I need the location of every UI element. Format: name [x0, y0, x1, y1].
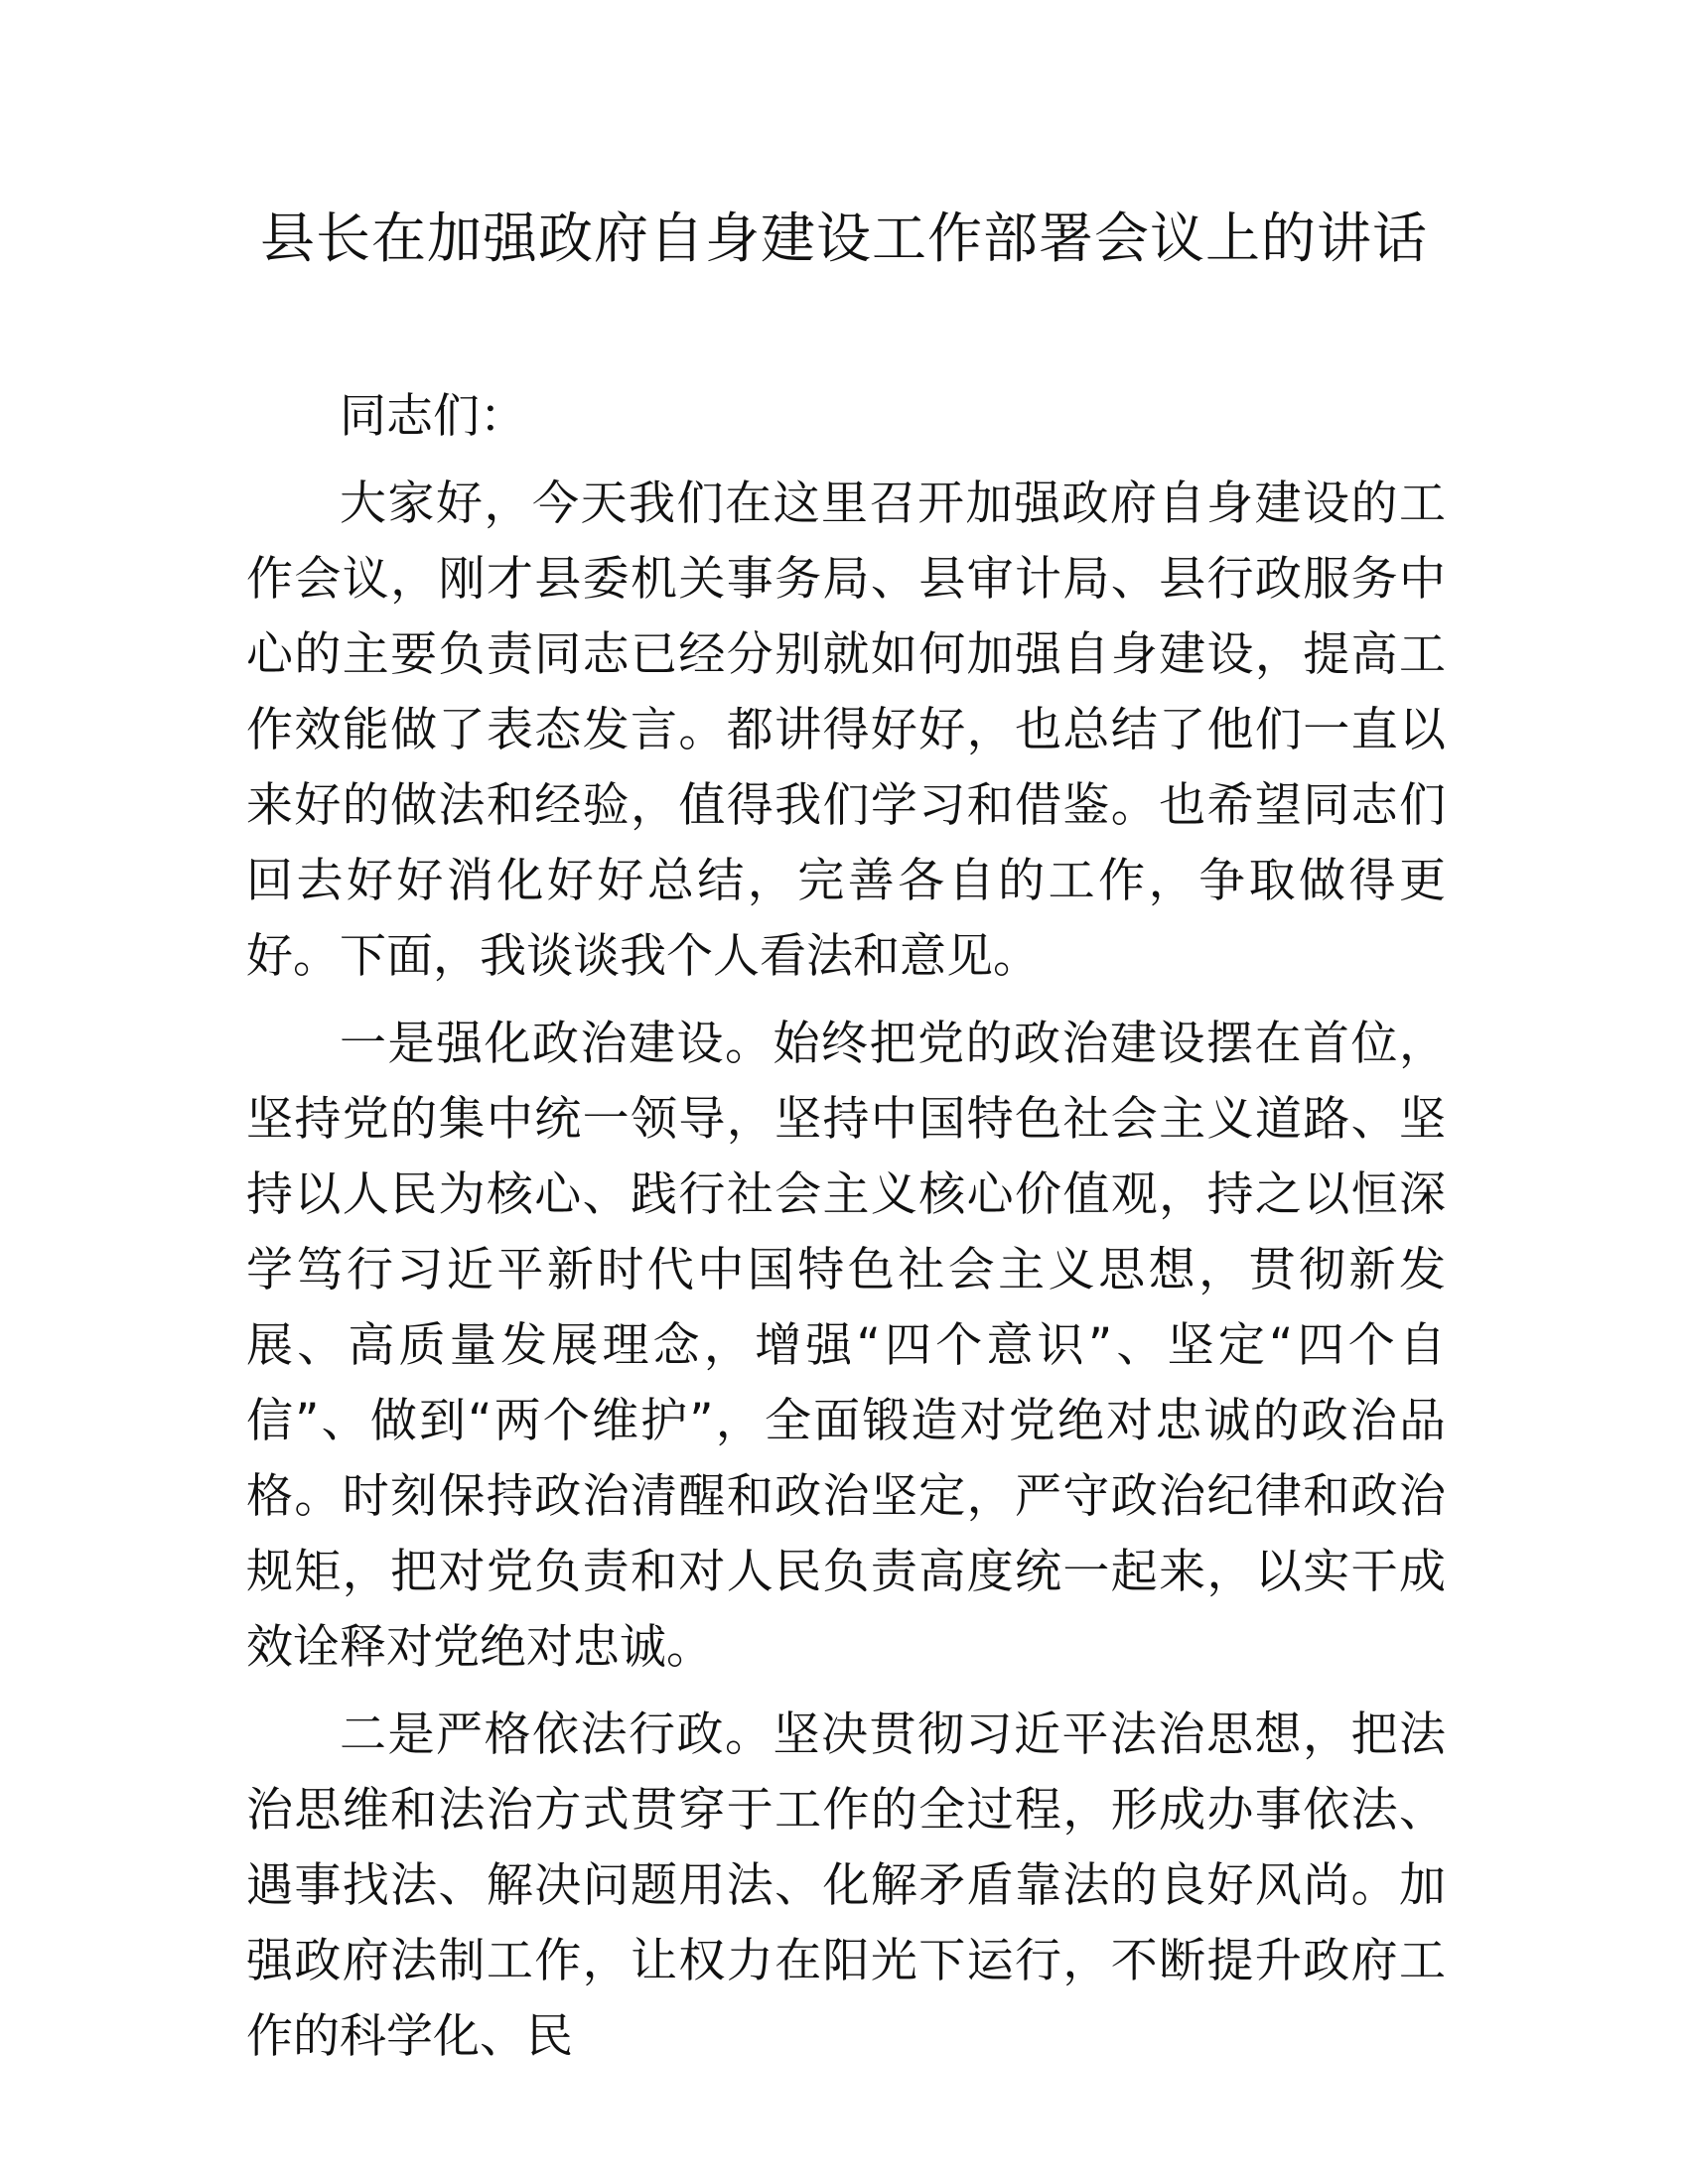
document-body [246, 379, 1446, 2075]
greeting-paragraph: 同志们： [340, 389, 526, 444]
opening-paragraph: 大家好，今天我们在这里召开加强政府自身建设的工作会议，刚才县委机关事务局、县审计局、县行政服务中心的主要负责同志已经分别就如何加强自身建设，提高工作效能做了表态发言。都讲得好好，也总结了他们一直以来好的做法和经验，值得我们学习和借鉴。也希望同志们回去好好消化好好总结，完善各自的工作，争取做得更好。下面，我谈谈我个人看法和意见。 [246, 477, 1446, 984]
rule-of-law-paragraph: 二是严格依法行政。坚决贯彻习近平法治思想，把法治思维和法治方式贯穿于工作的全过程，形成办事依法、遇事找法、解决问题用法、化解矛盾靠法的良好风尚。加强政府法制工作，让权力在阳光下运行，不断提升政府工作的科学化、民 [246, 1707, 1446, 2064]
document-title: 县长在加强政府自身建设工作部署会议上的讲话 [259, 206, 1428, 270]
political-construction-paragraph: 一是强化政治建设。始终把党的政治建设摆在首位，坚持党的集中统一领导，坚持中国特色社会主义道路、坚持以人民为核心、践行社会主义核心价值观，持之以恒深学笃行习近平新时代中国特色社会主义思想，贯彻新发展、高质量发展理念，增强“四个意识”、坚定“四个自信”、做到“两个维护”，全面锻造对党绝对忠诚的政治品格。时刻保持政治清醒和政治坚定，严守政治纪律和政治规矩，把对党负责和对人民负责高度统一起来，以实干成效诠释对党绝对忠诚。 [246, 1017, 1446, 1675]
